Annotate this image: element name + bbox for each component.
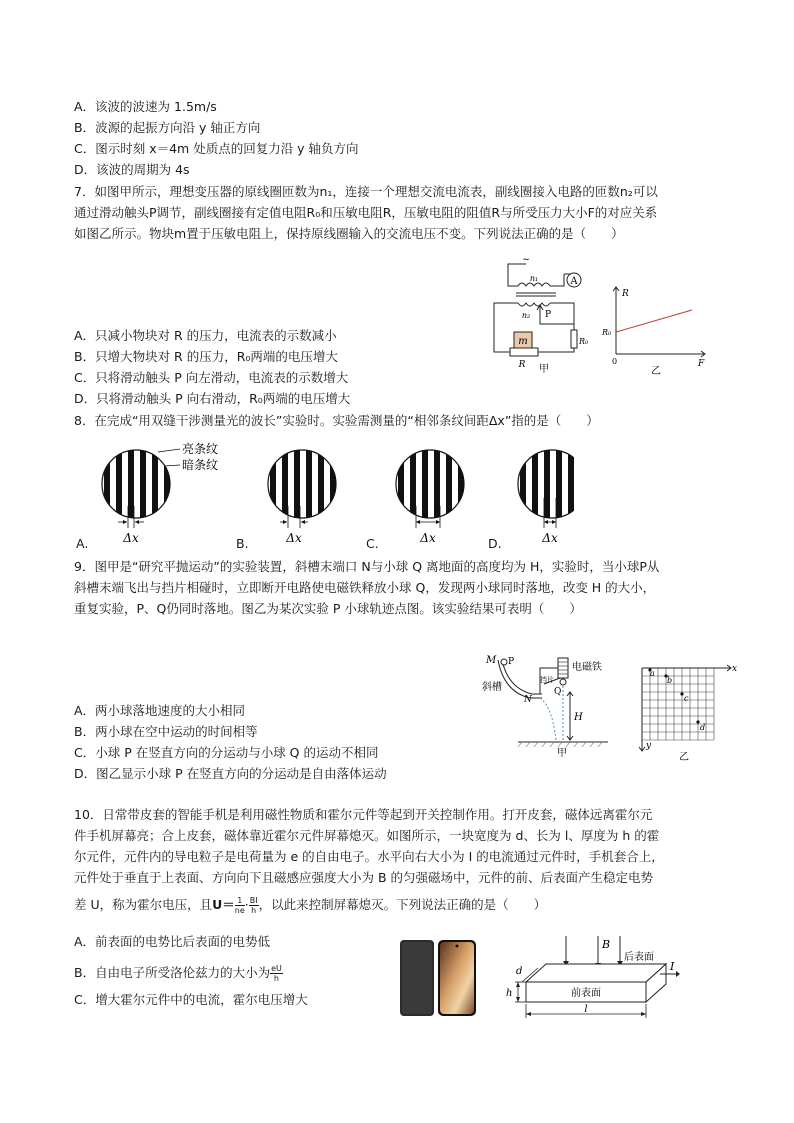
q9-option-c: C．小球 P 在竖直方向的分运动与小球 Q 的运动不相同	[74, 745, 379, 760]
ball-q	[560, 679, 566, 685]
trajectory-grid	[634, 660, 738, 764]
delta-x-c: Δx	[420, 531, 436, 545]
q7-option-a: A．只减小物块对 R 的压力，电流表的示数减小	[74, 328, 337, 343]
label-back-surface: 后表面	[624, 952, 654, 963]
label-d: d	[516, 966, 523, 977]
p-trajectory	[540, 698, 556, 740]
dark-fringe-label: 暗条纹	[182, 458, 219, 472]
q9-option-d: D．图乙显示小球 P 在竖直方向的分运动是自由落体运动	[74, 766, 387, 781]
formula-u: U＝	[212, 897, 235, 912]
q10-stem-line-3: 尔元件，元件内的导电粒子是电荷量为 e 的自由电子。水平向右大小为 I 的电流通过元件时，手机套合上，	[74, 849, 664, 864]
n1-label: n₁	[529, 274, 539, 283]
q9-option-b: B．两小球在空中运动的时间相等	[74, 724, 258, 739]
r0-label: R₀	[579, 337, 589, 346]
q10-option-c: C．增大霍尔元件中的电流，霍尔电压增大	[74, 992, 308, 1007]
q9-stem-line-3: 重复实验，P、Q仍同时落地。图乙为某次实验 P 小球轨迹点图。该实验结果可表明（ ）	[74, 601, 582, 616]
frac1-den: ne	[234, 906, 245, 915]
q7-stem-line-2: 通过滑动触头P调节，副线圈接有定值电阻R₀和压敏电阻R，压敏电阻的阻值R与所受压力大小F的对应关系	[74, 205, 658, 220]
frac1-num: 1	[235, 896, 245, 906]
ac-source-symbol: ~	[522, 256, 530, 265]
fringe-disc-d	[520, 446, 574, 526]
label-m: M	[486, 655, 497, 666]
n2-label: n₂	[521, 311, 531, 320]
label-q: Q	[554, 687, 562, 697]
r-f-graph	[600, 282, 712, 378]
figure-yi-label: 乙	[651, 366, 661, 377]
axis-x-label: x	[732, 664, 738, 674]
q10-stem-line-1: 10．日常带皮套的智能手机是利用磁性物质和霍尔元件等起到开关控制作用。打开皮套，磁体远离霍尔元	[74, 807, 653, 822]
q10-option-b	[74, 964, 283, 983]
line5-post: ，以此来控制屏幕熄灭。下列说法正确的是（ ）	[258, 897, 547, 912]
ball-p	[501, 659, 507, 665]
phone-with-case-image	[398, 938, 480, 1018]
frac3-den: h	[273, 974, 279, 983]
q6-option-a: A．该波的波速为 1.5m/s	[74, 99, 217, 114]
q8-option-b-label: B.	[236, 536, 249, 551]
q7-option-b: B．只增大物块对 R 的压力，R₀两端的电压增大	[74, 349, 338, 364]
delta-x-d: Δx	[542, 531, 558, 545]
phone-clock: ·	[444, 950, 446, 955]
axis-y-label: y	[646, 741, 652, 751]
r-f-line	[616, 310, 692, 332]
formula-dot: ·	[244, 897, 249, 912]
label-front-surface: 前表面	[571, 988, 601, 999]
q8-stem: 8．在完成“用双缝干涉测量光的波长”实验时。实验需测量的“相邻条纹间距Δx”指的是（ ）	[74, 413, 599, 428]
label-electromagnet: 电磁铁	[572, 662, 602, 673]
delta-x-b: Δx	[286, 531, 302, 545]
figure-yi-label: 乙	[679, 752, 689, 763]
q8-option-a-label: A.	[76, 536, 89, 551]
projectile-apparatus-diagram	[478, 648, 618, 760]
label-l: l	[584, 1004, 588, 1015]
q8-option-d-label: D.	[488, 536, 502, 551]
label-b: b	[667, 676, 673, 685]
q6-option-b: B．波源的起振方向沿 y 轴正方向	[74, 120, 261, 135]
frac2-den: h	[251, 906, 257, 915]
q6-option-c: C．图示时刻 x＝4m 处质点的回复力沿 y 轴负方向	[74, 141, 359, 156]
q9-option-a: A．两小球落地速度的大小相同	[74, 703, 246, 718]
q10-stem-line-5	[74, 896, 546, 915]
q10-option-a: A．前表面的电势比后表面的电势低	[74, 934, 271, 949]
label-h: H	[574, 712, 583, 723]
axis-r-label: R	[622, 289, 629, 299]
block-m-label: m	[518, 336, 528, 347]
r-label: R	[518, 360, 526, 370]
ammeter-label: A	[570, 276, 578, 287]
frac2-num: BI	[249, 896, 258, 905]
q9-stem-line-1: 9．图甲是“研究平抛运动”的实验装置，斜槽末端口 N与小球 Q 离地面的高度均为 H，实验时，当小球P从	[74, 559, 660, 574]
q7-option-c: C．只将滑动触头 P 向左滑动，电流表的示数增大	[74, 370, 349, 385]
fraction-bi-over-h	[249, 896, 259, 915]
figure-jia-label: 甲	[539, 364, 549, 375]
axis-r0-label: R₀	[602, 328, 612, 337]
interference-fringes-figure	[74, 436, 574, 552]
label-current-i: I	[670, 960, 675, 973]
label-h: h	[506, 988, 513, 999]
transformer-circuit-diagram	[486, 256, 596, 376]
electromagnet-icon	[558, 658, 568, 678]
line5-pre: 差 U，称为霍尔电压，且	[74, 897, 213, 912]
q7-stem-line-1: 7．如图甲所示，理想变压器的原线圈匝数为n₁，连接一个理想交流电流表，副线圈接入电路的匝数n₂可以	[74, 184, 658, 199]
label-plate: 挡片	[540, 676, 554, 684]
label-c: c	[684, 694, 689, 703]
label-a: a	[650, 669, 655, 678]
label-b-field: B	[602, 938, 611, 951]
label-d: d	[700, 723, 706, 732]
axis-f-label: F	[698, 359, 705, 369]
q6-option-d: D．该波的周期为 4s	[74, 162, 190, 177]
q7-option-d: D．只将滑动触头 P 向右滑动，R₀两端的电压增大	[74, 391, 351, 406]
label-chute: 斜槽	[482, 682, 502, 693]
label-p: P	[508, 657, 515, 667]
figure-jia-label: 甲	[557, 748, 567, 759]
frac3-num: eU	[271, 964, 282, 973]
q9-stem-line-2: 斜槽末端飞出与挡片相碰时，立即断开电路使电磁铁释放小球 Q，发现两小球同时落地，改变 H 的大小，	[74, 580, 656, 595]
bright-fringe-label: 亮条纹	[182, 442, 219, 456]
fraction-eu-over-h	[270, 964, 283, 983]
q7-stem-line-3: 如图乙所示。物块m置于压敏电阻上，保持原线圈输入的交流电压不变。下列说法正确的是（ ）	[74, 226, 624, 241]
q8-option-c-label: C.	[366, 536, 379, 551]
origin-label: 0	[612, 357, 618, 366]
label-n: N	[524, 695, 532, 705]
fraction-1-over-ne	[235, 896, 245, 915]
q10-stem-line-2: 件手机屏幕亮；合上皮套，磁体靠近霍尔元件屏幕熄灭。如图所示，一块宽度为 d、长为 l、厚度为 h 的霍	[74, 828, 660, 843]
option-b-text: B．自由电子所受洛伦兹力的大小为	[74, 965, 271, 980]
hall-element-diagram	[498, 934, 688, 1022]
q10-stem-line-4: 元件处于垂直于上表面、方向向下且磁感应强度大小为 B 的匀强磁场中，元件的前、后表面产生稳定电势	[74, 870, 654, 885]
slider-p-label: P	[545, 310, 552, 320]
delta-x-a: Δx	[123, 531, 139, 545]
